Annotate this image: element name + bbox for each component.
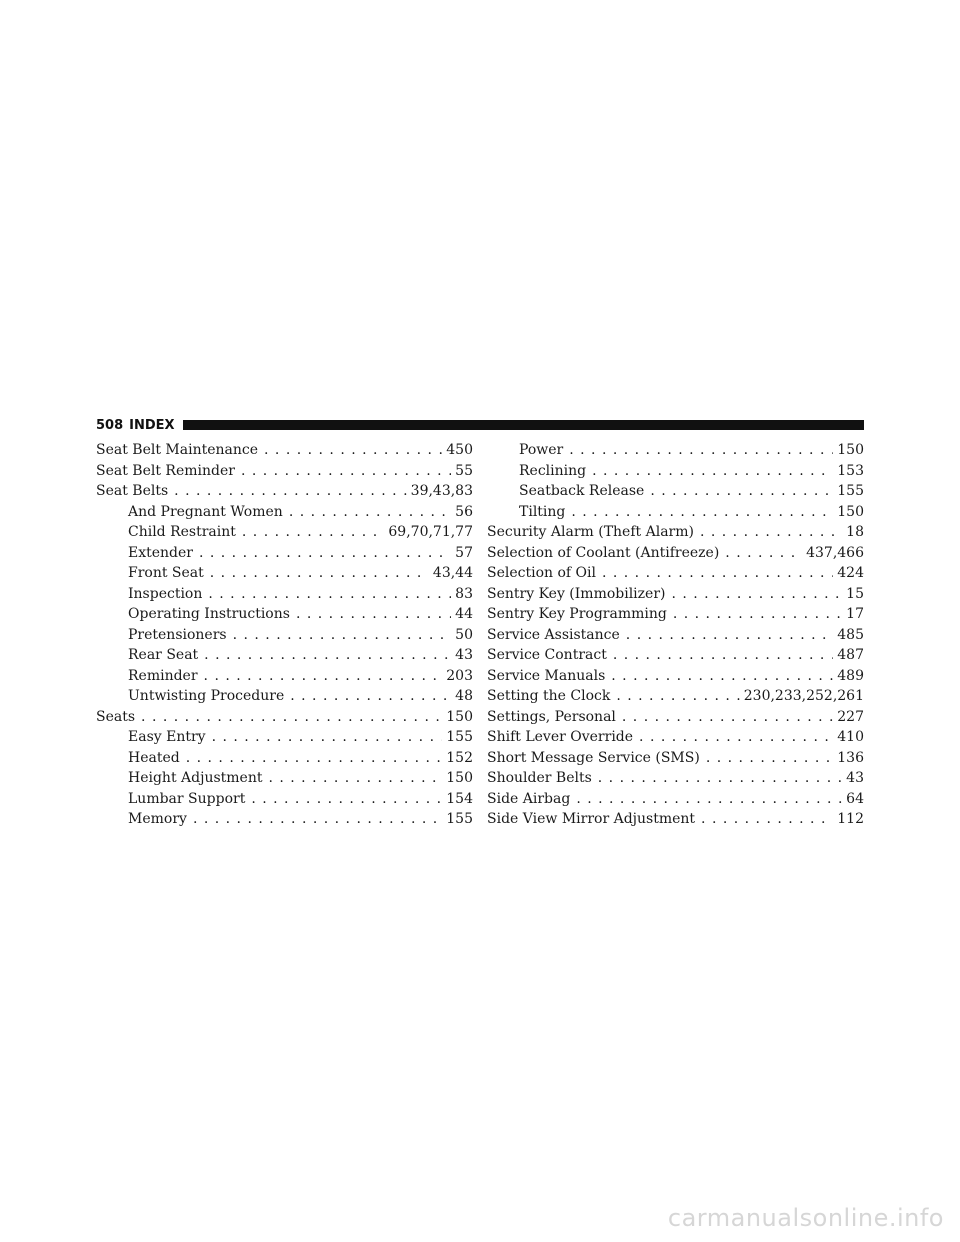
dot-leader <box>212 727 443 748</box>
dot-leader <box>199 543 451 564</box>
dot-leader <box>576 789 842 810</box>
index-entry <box>96 789 473 810</box>
index-term: Service Manuals <box>487 667 606 684</box>
index-term: Short Message Service (SMS) <box>487 749 700 766</box>
page-header <box>96 415 864 435</box>
index-entry <box>487 768 864 789</box>
index-pages: 150 <box>446 770 473 786</box>
dot-leader <box>571 502 833 523</box>
dot-leader <box>251 789 442 810</box>
dot-leader <box>725 543 802 564</box>
dot-leader <box>233 625 452 646</box>
index-pages: 55 <box>455 462 473 479</box>
dot-leader <box>569 440 833 461</box>
index-entry <box>96 707 473 728</box>
index-term: Shoulder Belts <box>487 770 592 786</box>
index-entry <box>96 625 473 646</box>
index-term: Seatback Release <box>519 483 645 499</box>
index-column-right <box>487 440 864 830</box>
index-entry <box>487 461 864 482</box>
index-pages: 57 <box>455 544 473 561</box>
index-term: Setting the Clock <box>487 688 611 704</box>
dot-leader <box>700 522 842 543</box>
index-pages: 230,233,252,261 <box>743 688 864 704</box>
dot-leader <box>671 584 842 605</box>
index-term: Side View Mirror Adjustment <box>487 811 696 827</box>
index-pages: 154 <box>446 790 473 807</box>
page-number: 508 <box>96 417 124 433</box>
dot-leader <box>706 748 833 769</box>
index-entry <box>487 686 864 707</box>
index-term: Shift Lever Override <box>487 729 634 745</box>
index-entry <box>96 686 473 707</box>
index-term: Power <box>519 442 564 458</box>
section-title: INDEX <box>129 417 175 433</box>
index-pages: 155 <box>446 811 473 827</box>
index-entry <box>96 481 473 502</box>
dot-leader <box>616 686 739 707</box>
index-pages: 56 <box>455 503 473 520</box>
index-pages: 424 <box>837 565 864 581</box>
dot-leader <box>673 604 842 625</box>
index-pages: 487 <box>837 647 864 663</box>
index-pages: 15 <box>846 585 864 602</box>
index-term: Seat Belts <box>96 483 169 499</box>
index-term: Front Seat <box>128 565 204 581</box>
index-entry <box>487 748 864 769</box>
dot-leader <box>598 768 842 789</box>
index-pages: 69,70,71,77 <box>388 524 473 540</box>
index-entry <box>487 584 864 605</box>
dot-leader <box>701 809 833 830</box>
dot-leader <box>193 809 442 830</box>
index-term: Reminder <box>128 667 198 684</box>
dot-leader <box>204 666 443 687</box>
index-entry <box>96 584 473 605</box>
index-term: Security Alarm (Theft Alarm) <box>487 524 694 540</box>
index-pages: 150 <box>837 442 864 458</box>
index-entry <box>487 625 864 646</box>
index-pages: 50 <box>455 626 473 643</box>
index-term: Easy Entry <box>128 729 206 745</box>
index-entry <box>487 645 864 666</box>
index-pages: 43,44 <box>432 565 473 581</box>
index-term: Heated <box>128 749 180 766</box>
dot-leader <box>592 461 833 482</box>
dot-leader <box>622 707 833 728</box>
index-pages: 150 <box>837 503 864 520</box>
index-pages: 48 <box>455 688 473 704</box>
index-pages: 43 <box>455 647 473 663</box>
dot-leader <box>241 461 451 482</box>
index-pages: 18 <box>846 524 864 540</box>
index-pages: 64 <box>846 790 864 807</box>
index-entry <box>487 789 864 810</box>
index-term: Tilting <box>519 503 566 520</box>
index-entry <box>487 481 864 502</box>
index-entry <box>96 809 473 830</box>
index-term: Service Contract <box>487 647 607 663</box>
index-entry <box>487 809 864 830</box>
dot-leader <box>141 707 442 728</box>
dot-leader <box>290 686 451 707</box>
index-pages: 489 <box>837 667 864 684</box>
header-rule <box>183 420 864 430</box>
index-entry <box>487 666 864 687</box>
index-entry <box>96 666 473 687</box>
index-term: Lumbar Support <box>128 790 246 807</box>
index-entry <box>487 563 864 584</box>
index-pages: 153 <box>837 462 864 479</box>
index-pages: 83 <box>455 585 473 602</box>
index-term: Extender <box>128 544 193 561</box>
index-entry <box>96 522 473 543</box>
index-entry <box>96 768 473 789</box>
index-term: Child Restraint <box>128 524 236 540</box>
watermark: carmanualsonline.info <box>667 1204 944 1232</box>
index-pages: 150 <box>446 708 473 725</box>
dot-leader <box>210 563 429 584</box>
index-term: Untwisting Procedure <box>128 688 285 704</box>
index-entry <box>96 502 473 523</box>
dot-leader <box>639 727 833 748</box>
index-term: Seat Belt Maintenance <box>96 442 259 458</box>
dot-leader <box>242 522 384 543</box>
index-term: Rear Seat <box>128 647 199 663</box>
index-entry <box>487 727 864 748</box>
index-pages: 450 <box>446 442 473 458</box>
index-entry <box>487 707 864 728</box>
index-entry <box>487 502 864 523</box>
dot-leader <box>208 584 451 605</box>
index-entry <box>96 604 473 625</box>
index-term: Inspection <box>128 585 203 602</box>
index-term: Seat Belt Reminder <box>96 462 235 479</box>
index-pages: 39,43,83 <box>410 483 473 499</box>
index-pages: 152 <box>446 749 473 766</box>
index-entry <box>487 440 864 461</box>
index-pages: 410 <box>837 729 864 745</box>
index-column-left <box>96 440 473 830</box>
index-entry <box>487 522 864 543</box>
index-pages: 437,466 <box>806 544 864 561</box>
dot-leader <box>626 625 833 646</box>
index-term: Selection of Coolant (Antifreeze) <box>487 544 720 561</box>
dot-leader <box>186 748 443 769</box>
index-pages: 44 <box>455 606 473 622</box>
index-term: Side Airbag <box>487 790 571 807</box>
index-term: Settings, Personal <box>487 708 616 725</box>
index-entry <box>487 543 864 564</box>
index-pages: 485 <box>837 626 864 643</box>
index-pages: 112 <box>837 811 864 827</box>
index-term: Operating Instructions <box>128 606 290 622</box>
index-term: Height Adjustment <box>128 770 263 786</box>
dot-leader <box>602 563 833 584</box>
index-pages: 136 <box>837 749 864 766</box>
index-term: Reclining <box>519 462 587 479</box>
index-entry <box>487 604 864 625</box>
index-entry <box>96 727 473 748</box>
index-term: Seats <box>96 708 136 725</box>
index-pages: 43 <box>846 770 864 786</box>
index-entry <box>96 440 473 461</box>
index-entry <box>96 563 473 584</box>
dot-leader <box>611 666 833 687</box>
dot-leader <box>296 604 451 625</box>
dot-leader <box>264 440 442 461</box>
index-pages: 227 <box>837 708 864 725</box>
dot-leader <box>268 768 442 789</box>
index-pages: 155 <box>446 729 473 745</box>
index-entry <box>96 748 473 769</box>
index-term: Pretensioners <box>128 626 227 643</box>
index-pages: 203 <box>446 667 473 684</box>
dot-leader <box>174 481 406 502</box>
index-pages: 155 <box>837 483 864 499</box>
index-entry <box>96 543 473 564</box>
index-term: Selection of Oil <box>487 565 596 581</box>
dot-leader <box>613 645 833 666</box>
index-entry <box>96 461 473 482</box>
index-pages: 17 <box>846 606 864 622</box>
index-term: Sentry Key Programming <box>487 606 667 622</box>
index-term: Sentry Key (Immobilizer) <box>487 585 666 602</box>
dot-leader <box>289 502 451 523</box>
index-term: And Pregnant Women <box>128 503 283 520</box>
dot-leader <box>204 645 451 666</box>
index-term: Service Assistance <box>487 626 620 643</box>
index-entry <box>96 645 473 666</box>
dot-leader <box>650 481 833 502</box>
index-term: Memory <box>128 811 187 827</box>
